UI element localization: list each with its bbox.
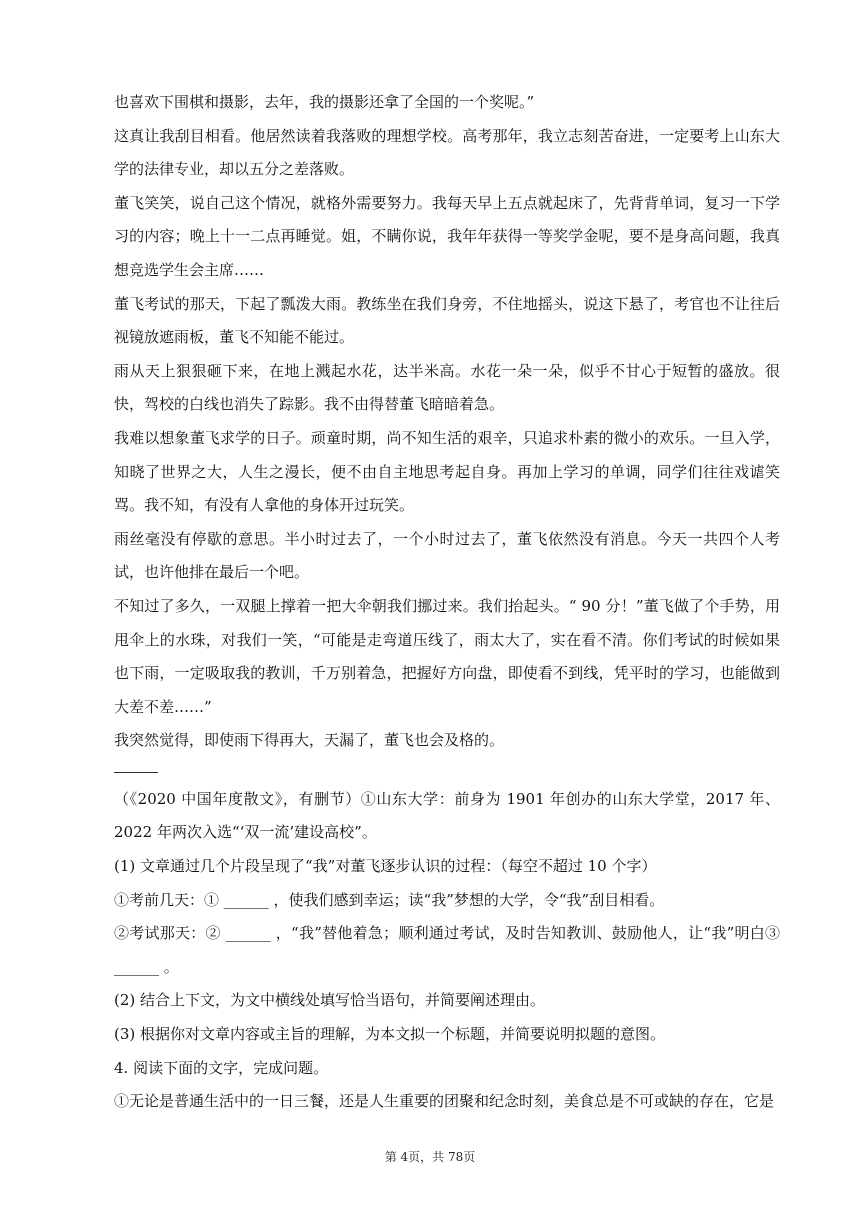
document-body bbox=[114, 86, 780, 1119]
question-item: ①考前几天：① ______ ，使我们感到幸运；读“我”梦想的大学，令“我”刮目相看。 bbox=[114, 890, 665, 909]
question-item: (2) 结合上下文，为文中横线处填写恰当语句，并简要阐述理由。 bbox=[114, 991, 546, 1010]
paragraph: 雨丝毫没有停歇的意思。半小时过去了，一个小时过去了，董飞依然没有消息。今天一共四个人考试，也许他排在最后一个吧。 bbox=[114, 529, 780, 582]
page-footer: 第 4页，共 78页 bbox=[384, 1150, 476, 1164]
question-item: (1) 文章通过几个片段呈现了“我”对董飞逐步认识的过程：（每空不超过 10 个字） bbox=[114, 857, 657, 876]
paragraph: 我突然觉得，即使雨下得再大，天漏了，董飞也会及格的。 bbox=[114, 731, 505, 750]
paragraph: 也喜欢下围棋和摄影，去年，我的摄影还拿了全国的一个奖呢。” bbox=[114, 93, 535, 111]
paragraph: 不知过了多久，一双腿上撑着一把大伞朝我们挪过来。我们抬起头。“ 90 分！”董飞做了个手势，用甩伞上的水珠，对我们一笑，“可能是走弯道压线了，雨太大了，实在看不清。你们考试的时候如果也下雨，一定吸取我的教训，千万别着急，把握好方向盘，即使看不到线，凭平时的学习，也能做到大差不差……” bbox=[114, 596, 780, 716]
paragraph: 这真让我刮目相看。他居然读着我落败的理想学校。高考那年，我立志刻苦奋进，一定要考上山东大学的法律专业，却以五分之差落败。 bbox=[114, 126, 780, 179]
source-note: （《2020 中国年度散文》，有删节）①山东大学：前身为 1901 年创办的山东大学堂，2017 年、2022 年两次入选“‘双一流’建设高校”。 bbox=[114, 789, 780, 842]
paragraph: ①无论是普通生活中的一日三餐，还是人生重要的团聚和纪念时刻，美食总是不可或缺的存在，它是 bbox=[114, 1092, 775, 1111]
question-heading: 4. 阅读下面的文字，完成问题。 bbox=[114, 1058, 329, 1077]
divider bbox=[114, 772, 158, 773]
paragraph: 雨从天上狠狠砸下来，在地上溅起水花，达半米高。水花一朵一朵，似乎不甘心于短暂的盛放。很快，驾校的白线也消失了踪影。我不由得替董飞暗暗着急。 bbox=[114, 361, 780, 414]
paragraph: 董飞考试的那天，下起了瓢泼大雨。教练坐在我们身旁，不住地摇头，说这下悬了，考官也不让往后视镜放遮雨板，董飞不知能不能过。 bbox=[114, 294, 780, 347]
paragraph: 董飞笑笑，说自己这个情况，就格外需要努力。我每天早上五点就起床了，先背背单词，复习一下学习的内容；晚上十一二点再睡觉。姐，不瞒你说，我年年获得一等奖学金呢，要不是身高问题，我真想竞选学生会主席…… bbox=[114, 193, 780, 279]
question-item: (3) 根据你对文章内容或主旨的理解，为本文拟一个标题，并简要说明拟题的意图。 bbox=[114, 1025, 666, 1044]
question-item: ②考试那天：② ______ ，“我”替他着急；顺利通过考试，及时告知教训、鼓励他人，让“我”明白③ ______ 。 bbox=[114, 924, 780, 976]
paragraph: 我难以想象董飞求学的日子。顽童时期，尚不知生活的艰辛，只追求朴素的微小的欢乐。一旦入学，知晓了世界之大，人生之漫长，便不由自主地思考起自身。再加上学习的单调，同学们往往戏谑笑骂。我不知，有没有人拿他的身体开过玩笑。 bbox=[114, 428, 780, 515]
